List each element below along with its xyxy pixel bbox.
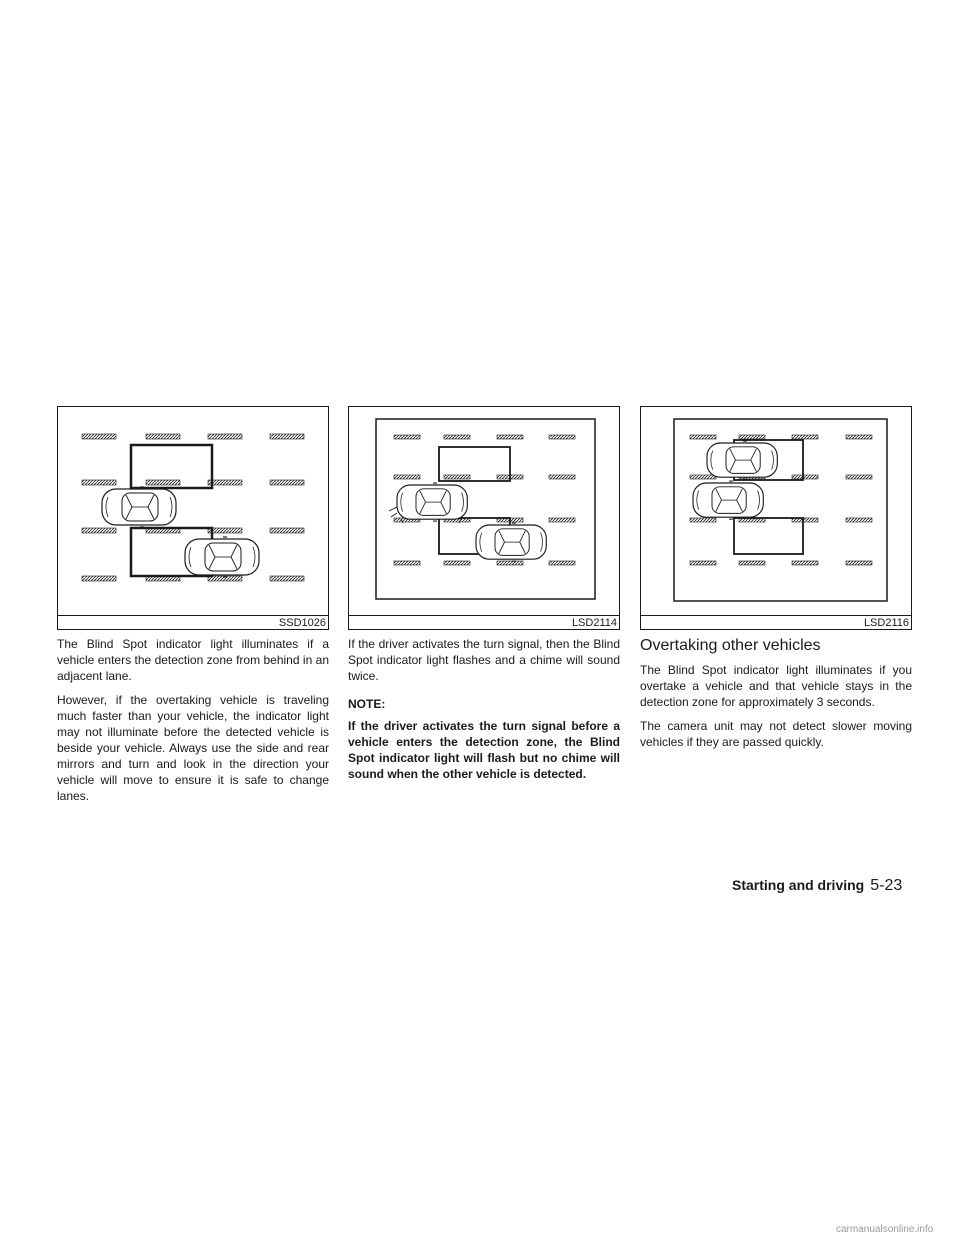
column-1 xyxy=(57,406,329,812)
page-number: 5-23 xyxy=(870,877,903,894)
note-title: NOTE: xyxy=(348,697,386,711)
figure-lsd2116 xyxy=(640,406,912,630)
note-text: If the driver activates the turn signal before a vehicle enters the detection zone, the Blind Spot indicator light will flash but no chime will sound when the other vehicle is detected. xyxy=(348,719,620,781)
paragraph: However, if the overtaking vehicle is traveling much faster than your vehicle, the indicator light may not illuminate before the detected vehicle is beside your vehicle. Always use the side and rear mirrors and turn and look in the direction your vehicle will move to ensure it is safe to change lanes. xyxy=(57,693,329,803)
paragraph: The Blind Spot indicator light illuminates if a vehicle enters the detection zone from behind in an adjacent lane. xyxy=(57,637,329,683)
page-footer xyxy=(732,877,912,895)
figure-ssd1026 xyxy=(57,406,329,630)
figure-label: SSD1026 xyxy=(58,615,328,629)
column-2 xyxy=(348,406,620,790)
paragraph: The camera unit may not detect slower moving vehicles if they are passed quickly. xyxy=(640,719,912,749)
blind-spot-diagram-turn-signal-icon xyxy=(349,407,619,629)
figure-label: LSD2116 xyxy=(641,615,911,629)
blind-spot-diagram-overtaken-icon xyxy=(58,407,328,629)
figure-lsd2114 xyxy=(348,406,620,630)
section-heading: Overtaking other vehicles xyxy=(640,637,821,654)
footer-section-title: Starting and driving xyxy=(732,877,865,893)
watermark: carmanualsonline.info xyxy=(836,1224,934,1235)
paragraph: If the driver activates the turn signal, then the Blind Spot indicator light flashes and a chime will sound twice. xyxy=(348,637,620,683)
column-3 xyxy=(640,406,912,758)
figure-label: LSD2114 xyxy=(349,615,619,629)
blind-spot-diagram-overtaking-icon xyxy=(641,407,911,629)
paragraph: The Blind Spot indicator light illuminates if you overtake a vehicle and that vehicle stays in the detection zone for approximately 3 seconds. xyxy=(640,663,912,709)
